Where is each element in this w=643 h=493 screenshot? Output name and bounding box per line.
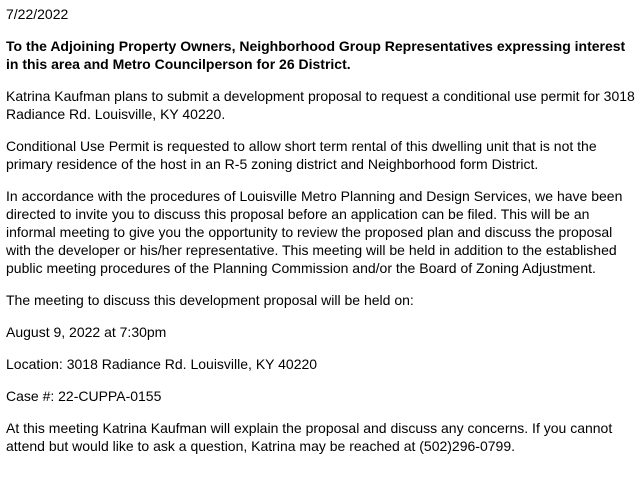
letter-document xyxy=(6,6,636,468)
paragraph-procedures: In accordance with the procedures of Louisville Metro Planning and Design Services, we have been directed to invite you to discuss this proposal before an application can be filed. This will be an informal meeting to give you the opportunity to review the proposed plan and discuss the proposal with the developer or his/her representative. This meeting will be held in addition to the established public meeting procedures of the Planning Commission and/or the Board of Zoning Adjustment. xyxy=(6,188,623,276)
paragraph-permit-request: Conditional Use Permit is requested to allow short term rental of this dwelling unit that is not the primary residence of the host in an R-5 zoning district and Neighborhood form District. xyxy=(6,138,597,172)
meeting-date: August 9, 2022 at 7:30pm xyxy=(6,324,167,340)
paragraph-proposal-intro: Katrina Kaufman plans to submit a development proposal to request a conditional use permit for 3018 Radiance Rd. Louisville, KY 40220. xyxy=(6,88,635,122)
letter-salutation: To the Adjoining Property Owners, Neighborhood Group Representatives expressing interest in this area and Metro Councilperson for 26 District. xyxy=(6,38,626,72)
paragraph-meeting-intro: The meeting to discuss this development proposal will be held on: xyxy=(6,292,414,308)
meeting-location: Location: 3018 Radiance Rd. Louisville, KY 40220 xyxy=(6,356,318,372)
letter-date: 7/22/2022 xyxy=(6,6,69,22)
case-number: Case #: 22-CUPPA-0155 xyxy=(6,388,162,404)
paragraph-contact: At this meeting Katrina Kaufman will explain the proposal and discuss any concerns. If you cannot attend but would like to ask a question, Katrina may be reached at (502)296-0799. xyxy=(6,420,613,454)
